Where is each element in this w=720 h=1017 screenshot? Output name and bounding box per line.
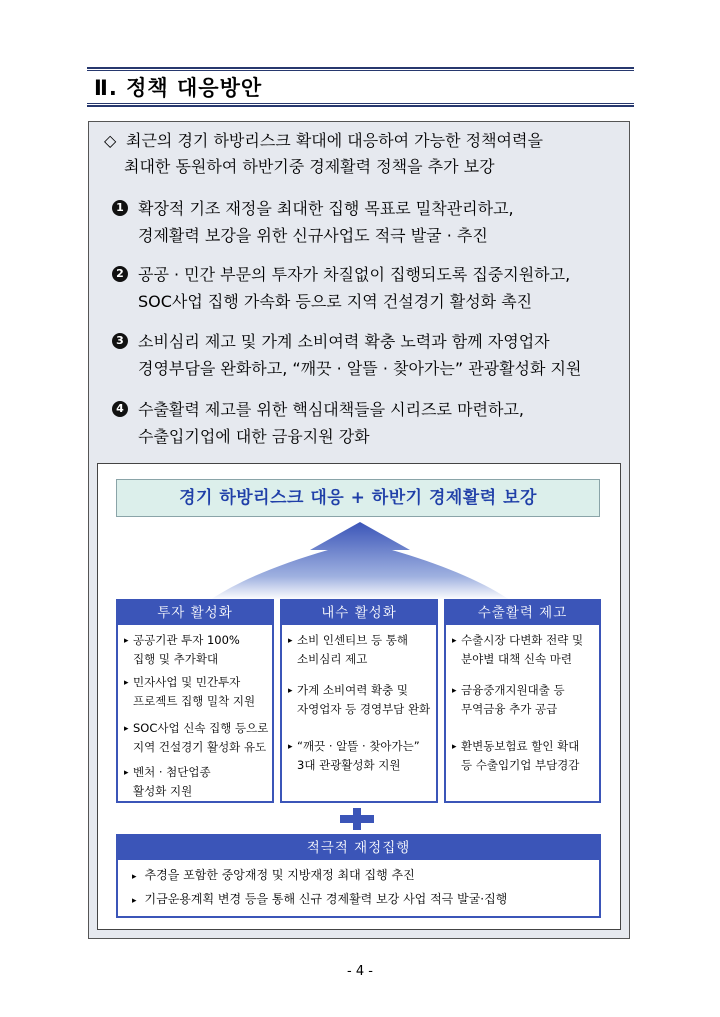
intro-line-1 bbox=[104, 128, 624, 154]
triangle-bullet-icon: ▸ bbox=[124, 768, 129, 778]
policy-item-3-line-2: 경영부담을 완화하고, “깨끗 · 알뜰 · 찾아가는” 관광활성화 지원 bbox=[138, 359, 582, 378]
column-domestic bbox=[280, 599, 438, 803]
fiscal-policy-row-text: 추경을 포함한 중앙재정 및 지방재정 최대 집행 추진 bbox=[144, 868, 415, 882]
column-investment-title: 투자 활성화 bbox=[118, 601, 272, 625]
column-domestic-title: 내수 활성화 bbox=[282, 601, 436, 625]
bullet-item bbox=[124, 719, 268, 757]
bullet-line: 가계 소비여력 확충 및 bbox=[297, 683, 408, 697]
column-export bbox=[444, 599, 601, 803]
bullet-item bbox=[452, 681, 565, 719]
intro-text-1: 최근의 경기 하방리스크 확대에 대응하여 가능한 정책여력을 bbox=[126, 131, 543, 150]
triangle-bullet-icon: ▸ bbox=[124, 636, 129, 646]
diamond-icon: ◇ bbox=[104, 131, 117, 150]
fiscal-policy-row-text: 기금운용계획 변경 등을 통해 신규 경제활력 보강 사업 적극 발굴·집행 bbox=[144, 892, 508, 906]
bullet-line: 소비심리 제고 bbox=[297, 652, 368, 666]
title-rule-bottom-thin bbox=[87, 103, 634, 104]
section-title: Ⅱ. 정책 대응방안 bbox=[94, 76, 263, 100]
fiscal-policy-row bbox=[132, 890, 507, 910]
policy-item-1 bbox=[112, 195, 627, 249]
bullet-line: 자영업자 등 경영부담 완화 bbox=[297, 702, 431, 716]
policy-item-3-line-1: 소비심리 제고 및 가계 소비여력 확충 노력과 함께 자영업자 bbox=[138, 332, 550, 351]
column-export-title: 수출활력 제고 bbox=[446, 601, 599, 625]
policy-item-2-line-1: 공공 · 민간 부문의 투자가 차질없이 집행되도록 집중지원하고, bbox=[138, 265, 571, 284]
policy-item-3 bbox=[112, 328, 627, 382]
bullet-item bbox=[288, 737, 420, 775]
policy-item-4-line-1: 수출활력 제고를 위한 핵심대책들을 시리즈로 마련하고, bbox=[138, 400, 525, 419]
bullet-item bbox=[452, 631, 583, 669]
bullet-line: 3대 관광활성화 지원 bbox=[297, 758, 401, 772]
bullet-line: 지역 건설경기 활성화 유도 bbox=[133, 740, 267, 754]
bullet-line: 수출시장 다변화 전략 및 bbox=[461, 633, 584, 647]
bullet-line: 집행 및 추가확대 bbox=[133, 652, 219, 666]
bullet-line: 활성화 지원 bbox=[133, 784, 193, 798]
policy-item-4-line-2: 수출입기업에 대한 금융지원 강화 bbox=[138, 427, 370, 446]
triangle-bullet-icon: ▸ bbox=[288, 686, 293, 696]
bullet-item bbox=[124, 673, 255, 711]
number-1-icon: 1 bbox=[112, 200, 128, 216]
policy-item-2 bbox=[112, 261, 627, 315]
policy-item-1-line-2: 경제활력 보강을 위한 신규사업도 적극 발굴 · 추진 bbox=[138, 226, 488, 245]
bullet-line: 환변동보험료 할인 확대 bbox=[461, 739, 580, 753]
bullet-line: 소비 인센티브 등 통해 bbox=[297, 633, 408, 647]
triangle-bullet-icon: ▸ bbox=[124, 724, 129, 734]
title-rule-bottom bbox=[87, 105, 634, 107]
bullet-line: 분야별 대책 신속 마련 bbox=[461, 652, 572, 666]
triangle-bullet-icon: ▸ bbox=[452, 636, 457, 646]
intro-paragraph bbox=[104, 128, 624, 180]
fiscal-policy-box bbox=[116, 834, 601, 918]
bullet-line: “깨끗 · 알뜰 · 찾아가는” bbox=[297, 739, 420, 753]
triangle-bullet-icon: ▸ bbox=[132, 872, 137, 882]
column-investment bbox=[116, 599, 274, 803]
triangle-bullet-icon: ▸ bbox=[288, 742, 293, 752]
fiscal-policy-title: 적극적 재정집행 bbox=[118, 836, 599, 860]
title-rule-top-thin bbox=[87, 70, 634, 71]
triangle-bullet-icon: ▸ bbox=[452, 686, 457, 696]
number-2-icon: 2 bbox=[112, 266, 128, 282]
bullet-line: 무역금융 추가 공급 bbox=[461, 702, 558, 716]
bullet-item bbox=[124, 763, 211, 801]
bullet-item bbox=[124, 631, 240, 669]
intro-text-2: 최대한 동원하여 하반기중 경제활력 정책을 추가 보강 bbox=[124, 157, 495, 176]
bullet-line: 민자사업 및 민간투자 bbox=[133, 675, 241, 689]
triangle-bullet-icon: ▸ bbox=[124, 678, 129, 688]
bullet-item bbox=[288, 631, 408, 669]
plus-icon bbox=[340, 808, 374, 830]
upward-arrow-icon bbox=[210, 522, 510, 600]
bullet-line: SOC사업 신속 집행 등으로 bbox=[133, 721, 269, 735]
bullet-line: 등 수출입기업 부담경감 bbox=[461, 758, 580, 772]
page-number: - 4 - bbox=[347, 964, 373, 979]
policy-item-2-line-2: SOC사업 집행 가속화 등으로 지역 건설경기 활성화 촉진 bbox=[138, 292, 533, 311]
bullet-line: 공공기관 투자 100% bbox=[133, 633, 240, 647]
triangle-bullet-icon: ▸ bbox=[452, 742, 457, 752]
number-4-icon: 4 bbox=[112, 401, 128, 417]
triangle-bullet-icon: ▸ bbox=[288, 636, 293, 646]
bullet-item bbox=[288, 681, 430, 719]
diagram-headline: 경기 하방리스크 대응 + 하반기 경제활력 보강 bbox=[116, 479, 600, 517]
triangle-bullet-icon: ▸ bbox=[132, 896, 137, 906]
bullet-line: 프로젝트 집행 밀착 지원 bbox=[133, 694, 256, 708]
bullet-line: 벤처 · 첨단업종 bbox=[133, 765, 211, 779]
title-rule-top bbox=[87, 67, 634, 69]
fiscal-policy-row bbox=[132, 866, 415, 886]
policy-item-4 bbox=[112, 396, 627, 450]
bullet-line: 금융중개지원대출 등 bbox=[461, 683, 565, 697]
bullet-item bbox=[452, 737, 579, 775]
policy-item-1-line-1: 확장적 기조 재정을 최대한 집행 목표로 밀착관리하고, bbox=[138, 199, 514, 218]
number-3-icon: 3 bbox=[112, 333, 128, 349]
